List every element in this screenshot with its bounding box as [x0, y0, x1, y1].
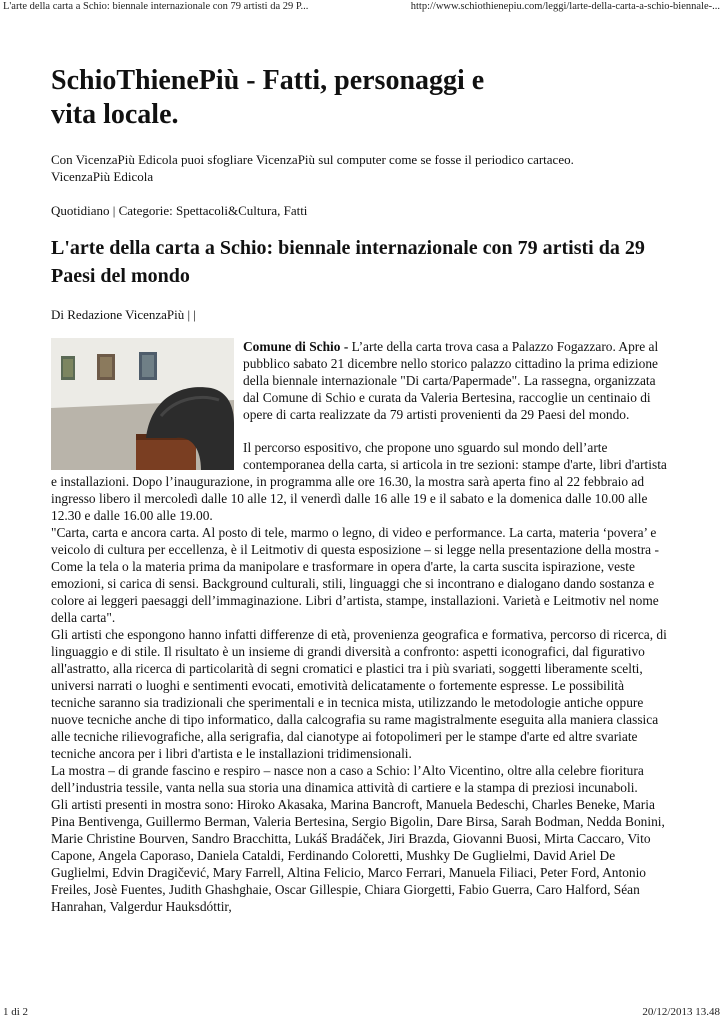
article-paragraph: Il percorso espositivo, che propone uno sguardo sul mondo dell’arte contemporanea della carta, si articola in tre sezioni: stampe d'arte, libri d'artista e installazioni. Dopo l’inaugurazione, in programma alle ore 16.30, la mostra sarà aperta fino al 22 febbraio ad ingresso libero il mercoledì dalle 10 alle 12, il venerdì dalle 16 alle 19 e il sabato e la domenica dalle 10.00 alle 12.30 e dalle 16.00 alle 19.00. [51, 440, 667, 523]
article-body [51, 338, 671, 915]
article-photo [51, 338, 234, 470]
article-byline: Di Redazione VicenzaPiù | | [51, 307, 196, 322]
article-paragraph: Gli artisti presenti in mostra sono: Hiroko Akasaka, Marina Bancroft, Manuela Bedeschi, Charles Beneke, Maria Pina Bentivenga, Guillermo Berman, Valeria Bertesina, Sergio Bigolin, Dare Birsa, Sarah Bodman, Nedda Bonini, Marie Christine Bourven, Sandro Bracchitta, Lukáš Bradáček, Jiri Brazda, Giovanni Buosi, Mirta Caccaro, Vito Capone, Angela Caporaso, Daniela Cataldi, Ferdinando Coloretti, Mushky De Guglielmi, David Ariel De Guglielmi, Edvin Dragičević, Mary Farrell, Altina Felicio, Marco Ferrari, Manuela Filiaci, Peter Ford, Antonio Freiles, Josè Fuentes, Judith Ghashghaie, Oscar Gillespie, Chiara Giorgetti, Fabio Guerra, Caro Halford, Séan Hanrahan, Valgerdur Hauksdóttir, [51, 797, 665, 914]
page-number: 1 di 2 [3, 1006, 29, 1018]
edicola-promo-text: Con VicenzaPiù Edicola puoi sfogliare VicenzaPiù sul computer come se fosse il periodico cartaceo. [51, 152, 574, 167]
lead-label: Comune di Schio - [243, 339, 349, 354]
print-datetime: 20/12/2013 13.48 [642, 1006, 720, 1018]
print-header-title: L'arte della carta a Schio: biennale internazionale con 79 artisti da 29 P... [3, 1, 309, 12]
print-header-url[interactable]: http://www.schiothienepiu.com/leggi/larte-della-carta-a-schio-biennale-... [410, 1, 720, 12]
article-paragraph: "Carta, carta e ancora carta. Al posto di tele, marmo o legno, di video e performance. La carta, materia ‘povera’ e veicolo di cultura per eccellenza, è il Leitmotiv di questa esposizione – si legge nella presentazione della mostra - Come la tela o la materia prima da manipolare e trasformare in opera d'arte, la carta suscita ispirazione, veste emozioni, si carica di sensi. Background culturali, stili, linguaggi che si incontrano e dialogano dando sostanza e colore ai leggeri paesaggi dell’immaginazione. Libri d’artista, stampe, installazioni. Varietà e Leitmotiv nel nome della carta". [51, 525, 659, 625]
article-title: L'arte della carta a Schio: biennale internazionale con 79 artisti da 29 Paesi del mondo [51, 237, 645, 287]
article-paragraph: Gli artisti che espongono hanno infatti differenze di età, provenienza geografica e formativa, percorso di ricerca, di linguaggio e di stile. Il risultato è un insieme di grandi diversità a confronto: aspetti iconografici, dal figurativo all'astratto, alla ricerca di particolarità di segni cromatici e plastici tra i più svariati, soggetti liberamente scelti, universi narrati o luoghi e sentimenti evocati, emotività delicatamente o fortemente espresse. Le possibilità tecniche saranno sia tradizionali che sperimentali e in tecnica mista, utilizzando le metodologie antiche oppure nuove tecniche anche di tipo informatico, dalla calcografia su rame magistralmente eseguita alla maniera classica alle tecniche rilievografiche, alla serigrafia, dal cianotype ai fotopolimeri per le stampe d'arte ed altre svariate tecniche ancora per i libri d'artista e le installazioni tridimensionali. [51, 627, 667, 761]
article-paragraph: La mostra – di grande fascino e respiro – nasce non a caso a Schio: l’Alto Vicentino, oltre alla celebre fioritura dell’industria tessile, vanta nella sua storia una dinamica attività di cartiere e la stampa di preziosi incunaboli. [51, 763, 644, 795]
category-line: Quotidiano | Categorie: Spettacoli&Cultura, Fatti [51, 203, 308, 218]
edicola-link[interactable]: VicenzaPiù Edicola [51, 169, 154, 184]
site-title: SchioThienePiù - Fatti, personaggi e vita locale. [51, 65, 485, 130]
gallery-photo-image [51, 338, 234, 470]
lead-text: L’arte della carta trova casa a Palazzo Fogazzaro. Apre al pubblico sabato 21 dicembre nello storico palazzo cittadino la prima edizione della biennale internazionale "Di carta/Papermade". La rassegna, organizzata dal Comune di Schio e curata da Valeria Bertesina, raccoglie un centinaio di opere di carta realizzate da 79 artisti provenienti da 29 Paesi del mondo. [243, 339, 659, 422]
edicola-promo [51, 151, 691, 185]
